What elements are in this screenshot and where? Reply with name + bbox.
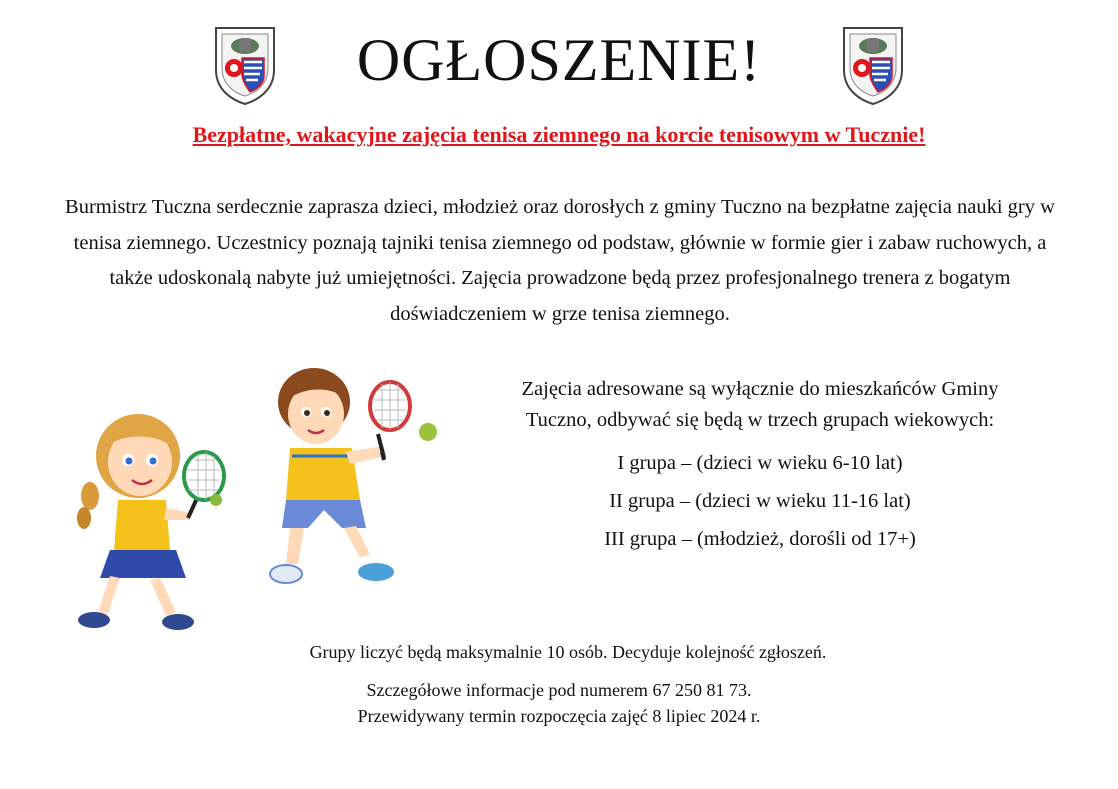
girl-tennis-player-illustration: [38, 400, 228, 636]
groups-intro: Zajęcia adresowane są wyłącznie do mieszkańców Gminy Tuczno, odbywać się będą w trzech grupach wiekowych:: [521, 378, 999, 431]
group-item: III grupa – (młodzież, dorośli od 17+): [604, 528, 916, 550]
age-groups-section: [480, 374, 1040, 564]
intro-paragraph: Burmistrz Tuczna serdecznie zaprasza dzieci, młodzież oraz dorosłych z gminy Tuczno na bezpłatne zajęcia nauki gry w tenisa ziemnego. Uczestnicy poznają tajniki tenisa ziemnego od podstaw, głównie w formie gier i zabaw ruchowych, a także udoskonalą nabyte już umiejętności. Zajęcia prowadzone będą przez profesjonalnego trenera z bogatym doświadczeniem w grze tenisa ziemnego.: [65, 196, 1055, 325]
start-date-info: Przewidywany termin rozpoczęcia zajęć 8 lipiec 2024 r.: [357, 706, 761, 726]
coat-of-arms-icon: [212, 24, 278, 106]
coat-of-arms-icon: [840, 24, 906, 106]
group-item: II grupa – (dzieci w wieku 11-16 lat): [609, 490, 911, 512]
contact-info: Szczegółowe informacje pod numerem 67 250 81 73.: [366, 680, 752, 700]
boy-tennis-player-illustration: [256, 360, 446, 592]
group-limit-note: Grupy liczyć będą maksymalnie 10 osób. Decyduje kolejność zgłoszeń.: [309, 642, 827, 662]
footer-info: [0, 640, 1118, 728]
page-title: OGŁOSZENIE!: [356, 27, 762, 93]
group-item: I grupa – (dzieci w wieku 6-10 lat): [617, 452, 903, 474]
announcement-subtitle: Bezpłatne, wakacyjne zajęcia tenisa ziemnego na korcie tenisowym w Tucznie!: [192, 122, 926, 147]
